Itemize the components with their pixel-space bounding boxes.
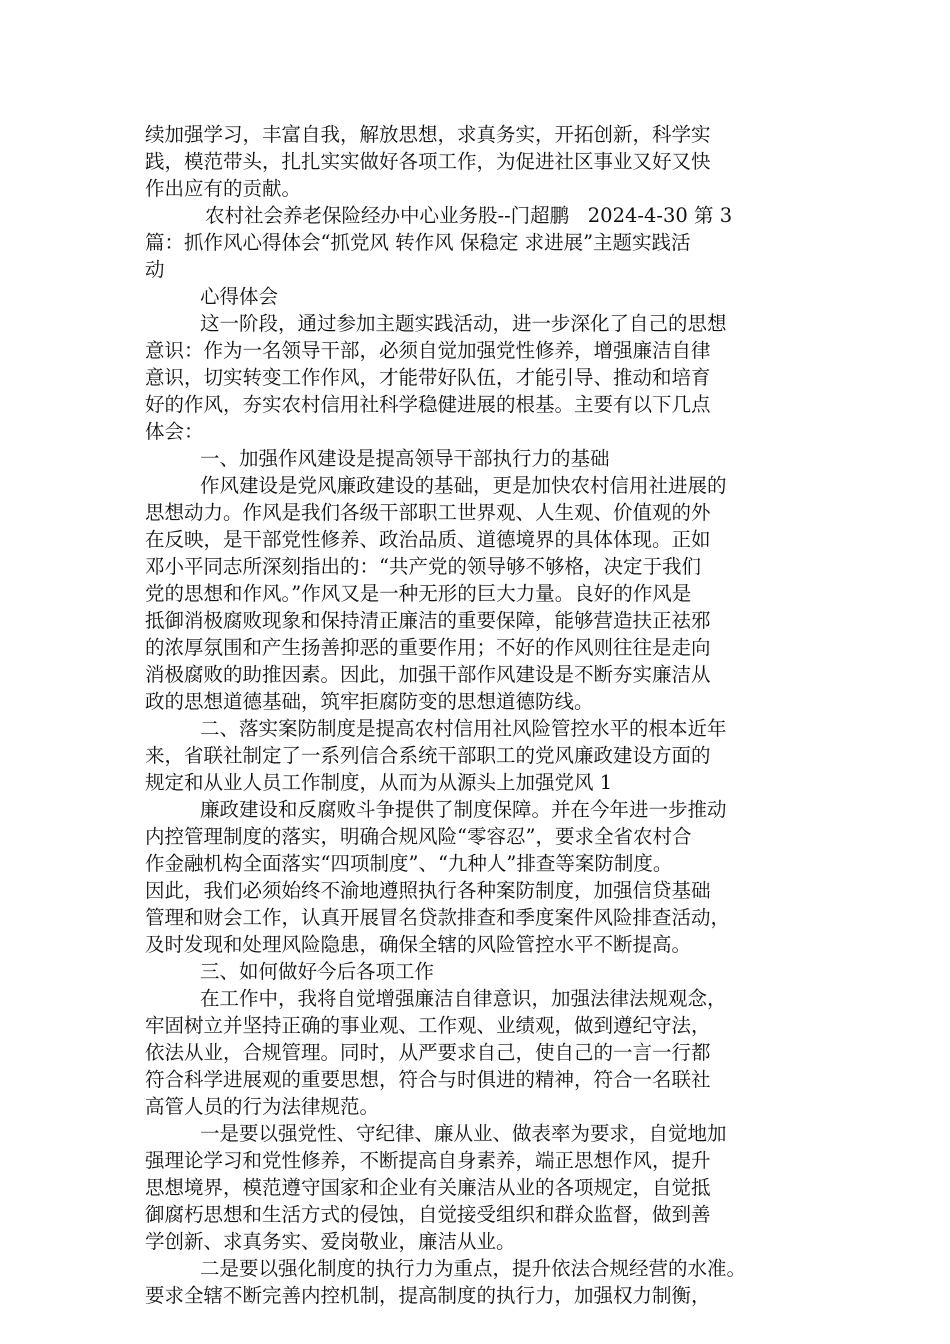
text-line: 农村社会养老保险经办中心业务股--门超鹏 2024-4-30 第 3: [205, 204, 733, 227]
text-line: 三、如何做好今后各项工作: [200, 960, 435, 983]
text-line: 续加强学习，丰富自我，解放思想，求真务实，开拓创新，科学实: [145, 123, 711, 146]
text-line: 强理论学习和党性修养，不断提高自身素养，端正思想作风，提升: [145, 1149, 711, 1172]
text-line: 意识，切实转变工作作风，才能带好队伍，才能引导、推动和培育: [145, 366, 711, 389]
text-line: 二是要以强化制度的执行力为重点，提升依法合规经营的水准。: [200, 1257, 747, 1280]
text-line: 要求全辖不断完善内控机制，提高制度的执行力，加强权力制衡，: [145, 1284, 711, 1307]
text-line: 及时发现和处理风险隐患，确保全辖的风险管控水平不断提高。: [145, 933, 692, 956]
text-line: 来，省联社制定了一系列信合系统干部职工的党风廉政建设方面的: [145, 744, 711, 767]
text-line: 在反映，是干部党性修养、政治品质、道德境界的具体体现。正如: [145, 528, 711, 551]
text-line: 作出应有的贡献。: [145, 177, 302, 200]
document-page: [145, 121, 825, 1309]
text-line: 在工作中，我将自觉增强廉洁自律意识，加强法律法规观念，: [200, 987, 727, 1010]
text-line: 规定和从业人员工作制度，从而为从源头上加强党风 1: [145, 771, 613, 794]
text-line: 思想境界，模范遵守国家和企业有关廉洁从业的各项规定，自觉抵: [145, 1176, 711, 1199]
text-line: 思想动力。作风是我们各级干部职工世界观、人生观、价值观的外: [145, 501, 711, 524]
text-line: 作风建设是党风廉政建设的基础，更是加快农村信用社进展的: [200, 474, 727, 497]
text-line: 邓小平同志所深刻指出的：“共产党的领导够不够格，决定于我们: [145, 555, 701, 578]
text-line: 动: [145, 258, 165, 281]
text-line: 二、落实案防制度是提高农村信用社风险管控水平的根本近年: [200, 717, 727, 740]
text-line: 意识：作为一名领导干部，必须自觉加强党性修养，增强廉洁自律: [145, 339, 711, 362]
text-line: 因此，我们必须始终不渝地遵照执行各种案防制度，加强信贷基础: [145, 879, 711, 902]
text-line: 好的作风，夯实农村信用社科学稳健进展的根基。主要有以下几点: [145, 393, 711, 416]
text-line: 符合科学进展观的重要思想，符合与时俱进的精神，符合一名联社: [145, 1068, 711, 1091]
text-line: 一是要以强党性、守纪律、廉从业、做表率为要求，自觉地加: [200, 1122, 727, 1145]
text-line: 管理和财会工作，认真开展冒名贷款排查和季度案件风险排查活动，: [145, 906, 731, 929]
text-line: 学创新、求真务实、爱岗敬业，廉洁从业。: [145, 1230, 516, 1253]
text-line: 一、加强作风建设是提高领导干部执行力的基础: [200, 447, 610, 470]
text-line: 抵御消极腐败现象和保持清正廉洁的重要保障，能够营造扶正祛邪: [145, 609, 711, 632]
text-line: 心得体会: [200, 285, 279, 308]
text-line: 内控管理制度的落实，明确合规风险“零容忍”，要求全省农村合: [145, 825, 692, 848]
text-line: 消极腐败的助推因素。因此，加强干部作风建设是不断夯实廉洁从: [145, 663, 711, 686]
text-line: 牢固树立并坚持正确的事业观、工作观、业绩观，做到遵纪守法，: [145, 1014, 711, 1037]
text-line: 御腐朽思想和生活方式的侵蚀，自觉接受组织和群众监督，做到善: [145, 1203, 711, 1226]
text-line: 依法从业，合规管理。同时，从严要求自己，使自己的一言一行都: [145, 1041, 711, 1064]
text-line: 作金融机构全面落实“四项制度”、“九种人”排查等案防制度。: [145, 852, 673, 875]
text-line: 政的思想道德基础，筑牢拒腐防变的思想道德防线。: [145, 690, 594, 713]
text-line: 体会：: [145, 420, 204, 443]
text-line: 篇：抓作风心得体会“抓党风 转作风 保稳定 求进展”主题实践活: [145, 231, 691, 254]
text-line: 党的思想和作风。”作风又是一种无形的巨大力量。良好的作风是: [145, 582, 692, 605]
text-line: 廉政建设和反腐败斗争提供了制度保障。并在今年进一步推动: [200, 798, 727, 821]
text-line: 这一阶段，通过参加主题实践活动，进一步深化了自己的思想: [200, 312, 727, 335]
text-line: 践，模范带头，扎扎实实做好各项工作，为促进社区事业又好又快: [145, 150, 711, 173]
text-line: 的浓厚氛围和产生扬善抑恶的重要作用；不好的作风则往往是走向: [145, 636, 711, 659]
text-line: 高管人员的行为法律规范。: [145, 1095, 380, 1118]
